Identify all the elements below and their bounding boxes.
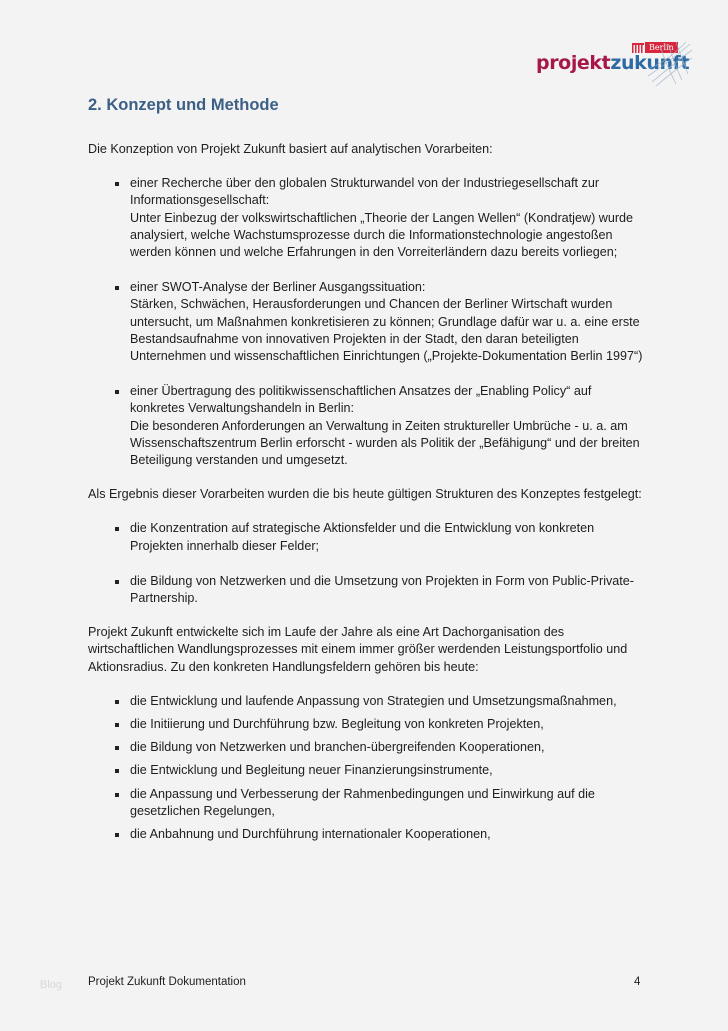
watermark: Blog bbox=[40, 979, 63, 991]
analysis-detail: Die besonderen Anforderungen an Verwaltung in Zeiten struktureller Umbrüche - u. a. am Wissenschaftszentrum Berlin erforscht - wurden als Politik der „Befähigung“ und der breiten Beteiligung verstanden und umgesetzt. bbox=[130, 418, 640, 468]
list-item: die Bildung von Netzwerken und die Umsetzung von Projekten in Form von Public-Private-Partnership. bbox=[88, 573, 648, 607]
analyses-list bbox=[88, 175, 648, 469]
list-item bbox=[88, 175, 648, 261]
brandenburg-gate-icon bbox=[632, 43, 644, 53]
intro-paragraph: Die Konzeption von Projekt Zukunft basiert auf analytischen Vorarbeiten: bbox=[88, 142, 493, 156]
page-number: 4 bbox=[634, 976, 641, 988]
section-body bbox=[88, 141, 648, 843]
list-item: die Anpassung und Verbesserung der Rahmenbedingungen und Einwirkung auf die gesetzlichen Regelungen, bbox=[88, 786, 648, 820]
analysis-lead: einer Übertragung des politikwissenschaftlichen Ansatzes der „Enabling Policy“ auf konkretes Verwaltungshandeln in Berlin: bbox=[130, 384, 592, 416]
result-paragraph: Als Ergebnis dieser Vorarbeiten wurden die bis heute gültigen Strukturen des Konzeptes festgelegt: bbox=[88, 487, 642, 502]
list-item: die Entwicklung und Begleitung neuer Finanzierungsinstrumente, bbox=[88, 762, 648, 779]
development-paragraph: Projekt Zukunft entwickelte sich im Laufe der Jahre als eine Art Dachorganisation des wirtschaftlichen Wandlungsprozesses mit einem immer größer werdenden Leistungsportfolio und Aktionsradius. Zu den konkreten Handlungsfeldern gehören bis heute: bbox=[88, 625, 628, 674]
structures-list bbox=[88, 520, 648, 607]
list-item bbox=[88, 279, 648, 365]
logo-wordmark-projekt: projekt bbox=[536, 52, 611, 74]
list-item: die Entwicklung und laufende Anpassung von Strategien und Umsetzungsmaßnahmen, bbox=[88, 693, 648, 710]
analysis-lead: einer SWOT-Analyse der Berliner Ausgangssituation: bbox=[130, 280, 426, 295]
globe-swoosh-icon bbox=[646, 38, 694, 88]
footer-title: Projekt Zukunft Dokumentation bbox=[88, 976, 246, 988]
logo-wordmark-zukunft: zukunft bbox=[610, 52, 690, 74]
list-item: die Initiierung und Durchführung bzw. Begleitung von konkreten Projekten, bbox=[88, 716, 648, 733]
list-item: die Bildung von Netzwerken und branchen-übergreifenden Kooperationen, bbox=[88, 739, 648, 756]
analysis-detail: Unter Einbezug der volkswirtschaftlichen „Theorie der Langen Wellen“ (Kondratjew) wurde analysiert, welche Wachstumsprozesse durch die Informationstechnologie angestoßen werden können und welche Erfahrungen in den Vorreiterländern dazu bereits vorliegen; bbox=[130, 210, 634, 260]
analysis-detail: Stärken, Schwächen, Herausforderungen und Chancen der Berliner Wirtschaft wurden untersucht, um Maßnahmen konkretisieren zu können; Grundlage dafür war u. a. eine erste Bestandsaufnahme von innovativen Projekten in der Stadt, den daran beteiligten Unternehmen und wissenschaftlichen Einrichtungen („Projekte-Dokumentation Berlin 1997“) bbox=[130, 297, 643, 364]
list-item: die Anbahnung und Durchführung internationaler Kooperationen, bbox=[88, 826, 648, 843]
list-item: die Konzentration auf strategische Aktionsfelder und die Entwicklung von konkreten Projekten innerhalb dieser Felder; bbox=[88, 520, 648, 554]
analysis-lead: einer Recherche über den globalen Strukturwandel von der Industriegesellschaft zur Informationsgesellschaft: bbox=[130, 176, 600, 208]
section-title: 2. Konzept und Methode bbox=[88, 96, 279, 114]
list-item bbox=[88, 383, 648, 469]
projektzukunft-logo bbox=[536, 38, 696, 92]
fields-list bbox=[88, 693, 648, 843]
berlin-badge-label: Berlin bbox=[645, 42, 678, 53]
